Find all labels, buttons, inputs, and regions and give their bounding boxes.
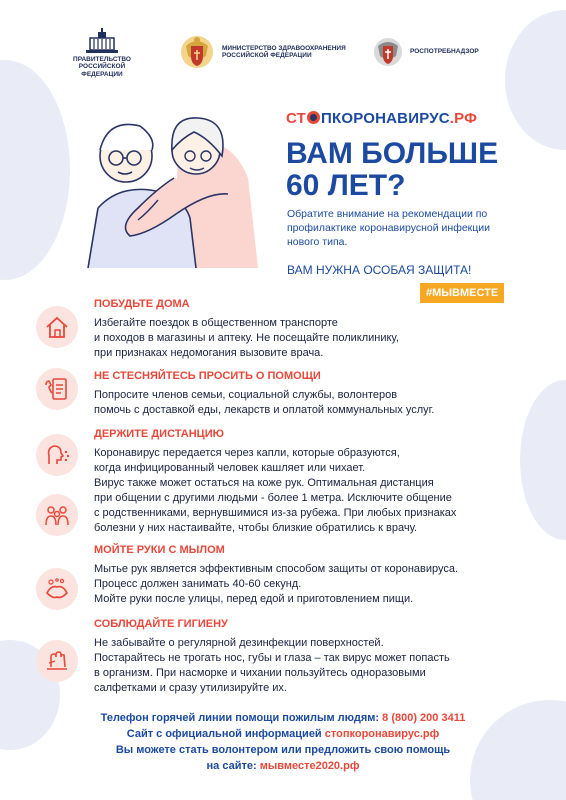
phone-checklist-icon — [36, 368, 78, 410]
rule-text: Коронавирус передается через капли, которые образуются, когда инфицированный человек кашляет или чихает. Вирус также может остаться на коже рук. Оптимальная дистанция при общении с другими людьми - более 1 метра. Исключите общение с родственниками, вернувшимися из-за рубежа. При любых признаках болезни у них настаивайте, чтобы близкие обратились к врачу. — [94, 447, 457, 534]
hotline-line — [0, 711, 566, 727]
site-link[interactable]: стопкоронавирус.рф — [324, 727, 440, 740]
house-icon — [36, 306, 78, 348]
stop-virus-icon — [307, 111, 320, 124]
eagle-emblem-icon — [180, 32, 214, 72]
volunteer-label: на сайте: — [206, 759, 257, 772]
rospotrebnadzor-emblem-icon — [372, 34, 404, 70]
rule-heading: ПОБУДЬТЕ ДОМА — [94, 298, 190, 310]
brand-part-2: ПКОРОНАВИРУС — [321, 110, 450, 127]
ministry-logo-label: МИНИСТЕРСТВО ЗДРАВООХРАНЕНИЯ РОССИЙСКОЙ ФЕДЕРАЦИИ — [222, 44, 346, 59]
rospotrebnadzor-logo-label: РОСПОТРЕБНАДЗОР — [410, 48, 479, 56]
volunteer-site-line — [0, 759, 566, 775]
site-line — [0, 727, 566, 743]
rule-text: Избегайте поездок в общественном транспорте и походов в магазины и аптеку. Не посещайте поликлинику, при признаках недомогания вызовите врача. — [94, 317, 399, 359]
rule-heading: ДЕРЖИТЕ ДИСТАНЦИЮ — [94, 428, 224, 440]
brand-part-3: .РФ — [449, 110, 478, 127]
government-building-icon — [84, 28, 120, 54]
government-logo — [72, 28, 132, 78]
rospotrebnadzor-logo — [372, 34, 479, 70]
rule-text: Не забывайте о регулярной дезинфекции поверхностей. Постарайтесь не трогать нос, губы и глаза – так вирус может попасть в организм. При насморке и чихании пользуйтесь одноразовыми салфетками и сразу утилизируйте их. — [94, 637, 450, 694]
logo-bar — [0, 26, 566, 86]
hotline-number[interactable]: 8 (800) 200 3411 — [382, 712, 466, 724]
family-group-icon — [36, 494, 78, 536]
hand-washing-icon — [36, 568, 78, 610]
wipe-surface-icon — [36, 640, 78, 682]
page-title: ВАМ БОЛЬШЕ 60 ЛЕТ? — [286, 137, 499, 202]
special-protection-text: ВАМ НУЖНА ОСОБАЯ ЗАЩИТА! — [287, 263, 472, 277]
hashtag-badge: #МЫВМЕСТЕ — [420, 283, 504, 303]
hotline-label: Телефон горячей линии помощи пожилым людям: — [100, 712, 380, 724]
footer-contacts — [0, 711, 566, 775]
volunteer-link[interactable]: мывместе2020.рф — [259, 759, 360, 772]
ministry-logo — [180, 32, 352, 72]
volunteer-line: Вы можете стать волонтером или предложить свою помощь — [115, 743, 451, 756]
rule-heading: СОБЛЮДАЙТЕ ГИГИЕНУ — [94, 618, 228, 630]
rule-text: Мытье рук является эффективным способом защиты от коронавируса. Процесс должен занимать 40-60 секунд. Мойте руки после улицы, перед едой и приготовлением пищи. — [94, 563, 459, 605]
elderly-couple-illustration — [78, 108, 274, 268]
brand-stopcoronavirus — [286, 110, 477, 127]
brand-part-1: СТ — [286, 110, 307, 127]
government-logo-label: ПРАВИТЕЛЬСТВО РОССИЙСКОЙ ФЕДЕРАЦИИ — [73, 56, 131, 78]
rule-heading: МОЙТЕ РУКИ С МЫЛОМ — [94, 544, 225, 556]
site-label: Сайт с официальной информацией — [126, 727, 322, 740]
intro-text: Обратите внимание на рекомендации по профилактике коронавирусной инфекции нового типа. — [287, 208, 491, 249]
sneeze-distance-icon — [36, 434, 78, 476]
rule-text: Попросите членов семьи, социальной службы, волонтеров помочь с доставкой еды, лекарств и оплатой коммунальных услуг. — [94, 389, 435, 416]
rule-heading: НЕ СТЕСНЯЙТЕСЬ ПРОСИТЬ О ПОМОЩИ — [94, 370, 321, 382]
